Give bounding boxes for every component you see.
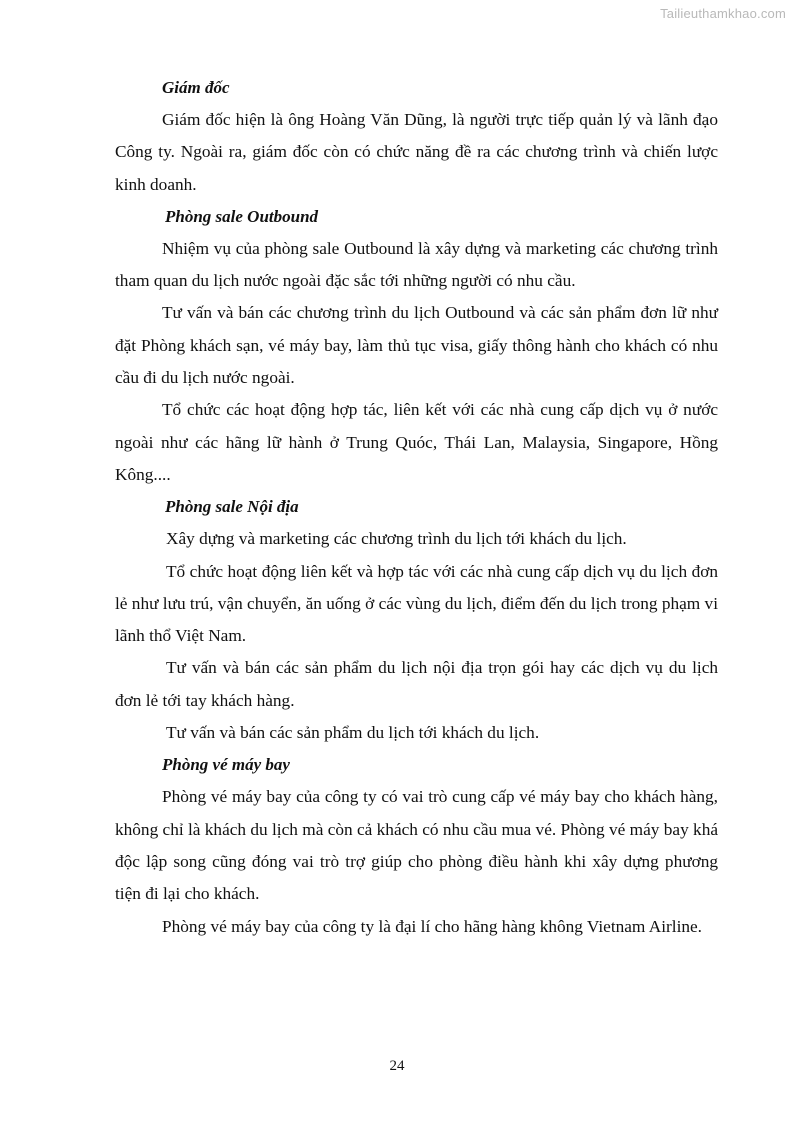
document-body — [115, 72, 718, 943]
paragraph: Phòng vé máy bay của công ty có vai trò cung cấp vé máy bay cho khách hàng, không chỉ là khách du lịch mà còn cả khách có nhu cầu mua vé. Phòng vé máy bay khá độc lập song cũng đóng vai trò trợ giúp cho phòng điều hành khi xây dựng phương tiện đi lại cho khách. — [115, 787, 718, 904]
page-number: 24 — [389, 1058, 405, 1074]
section-heading-ve-may-bay: Phòng vé máy bay — [162, 755, 290, 775]
paragraph: Tư vấn và bán các sản phẩm du lịch nội địa trọn gói hay các dịch vụ du lịch đơn lẻ tới tay khách hàng. — [115, 658, 718, 710]
paragraph: Tư vấn và bán các chương trình du lịch Outbound và các sản phẩm đơn lữ như đặt Phòng khách sạn, vé máy bay, làm thủ tục visa, giấy thông hành cho khách có nhu cầu đi du lịch nước ngoài. — [115, 303, 718, 388]
paragraph: Phòng vé máy bay của công ty là đại lí cho hãng hàng không Vietnam Airline. — [162, 916, 703, 936]
paragraph: Tư vấn và bán các sản phẩm du lịch tới khách du lịch. — [166, 723, 540, 743]
paragraph: Giám đốc hiện là ông Hoàng Văn Dũng, là người trực tiếp quản lý và lãnh đạo Công ty. Ngoài ra, giám đốc còn có chức năng đề ra các chương trình và chiến lược kinh doanh. — [115, 110, 718, 194]
section-heading-sale-outbound: Phòng sale Outbound — [165, 206, 319, 226]
section-heading-sale-noi-dia: Phòng sale Nội địa — [165, 497, 299, 517]
paragraph: Tổ chức hoạt động liên kết và hợp tác với các nhà cung cấp dịch vụ du lịch đơn lẻ như lưu trú, vận chuyển, ăn uống ở các vùng du lịch, điểm đến du lịch trong phạm vi lãnh thổ Việt Nam. — [115, 561, 718, 646]
watermark: Tailieuthamkhao.com — [660, 6, 786, 21]
paragraph: Xây dựng và marketing các chương trình du lịch tới khách du lịch. — [166, 529, 627, 549]
section-heading-giam-doc: Giám đốc — [162, 78, 230, 97]
paragraph: Nhiệm vụ của phòng sale Outbound là xây dựng và marketing các chương trình tham quan du lịch nước ngoài đặc sắc tới những người có nhu cầu. — [115, 238, 718, 291]
paragraph: Tổ chức các hoạt động hợp tác, liên kết với các nhà cung cấp dịch vụ ở nước ngoài như các hãng lữ hành ở Trung Quóc, Thái Lan, Malaysia, Singapore, Hồng Kông.... — [115, 400, 718, 484]
